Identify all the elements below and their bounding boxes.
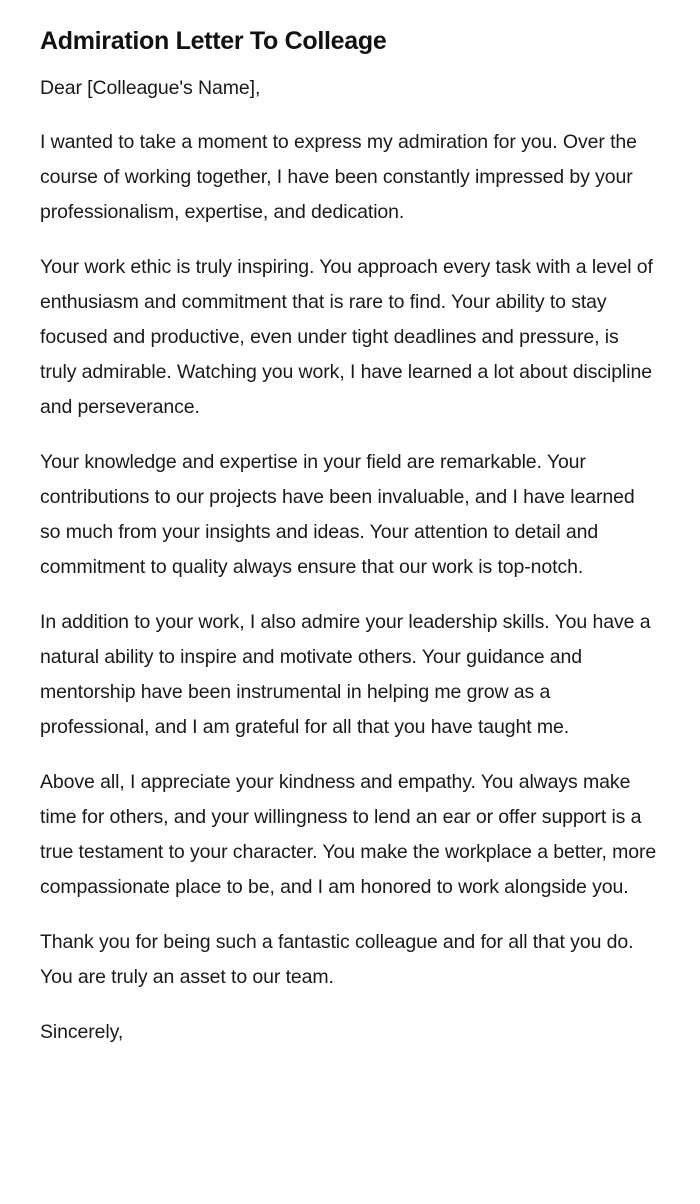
letter-paragraph: I wanted to take a moment to express my admiration for you. Over the course of working together, I have been constantly impressed by your professionalism, expertise, and dedication. [40, 131, 637, 223]
closing: Sincerely, [40, 1021, 124, 1043]
letter-paragraph: Thank you for being such a fantastic colleague and for all that you do. You are truly an asset to our team. [40, 931, 634, 988]
letter-paragraph: Your work ethic is truly inspiring. You approach every task with a level of enthusiasm and commitment that is rare to find. Your ability to stay focused and productive, even under tight deadlines and pressure, is truly admirable. Watching you work, I have learned a lot about discipline and perseverance. [40, 256, 653, 418]
letter-title: Admiration Letter To Colleage [40, 27, 387, 55]
letter-paragraph: In addition to your work, I also admire your leadership skills. You have a natural ability to inspire and motivate others. Your guidance and mentorship have been instrumental in helping me grow as a professional, and I am grateful for all that you have taught me. [40, 611, 651, 738]
salutation: Dear [Colleague's Name], [40, 77, 261, 99]
letter-paragraph: Above all, I appreciate your kindness and empathy. You always make time for others, and your willingness to lend an ear or offer support is a true testament to your character. You make the workplace a better, more compassionate place to be, and I am honored to work alongside you. [40, 771, 657, 898]
letter-paragraph: Your knowledge and expertise in your field are remarkable. Your contributions to our projects have been invaluable, and I have learned so much from your insights and ideas. Your attention to detail and commitment to quality always ensure that our work is top-notch. [40, 451, 635, 578]
